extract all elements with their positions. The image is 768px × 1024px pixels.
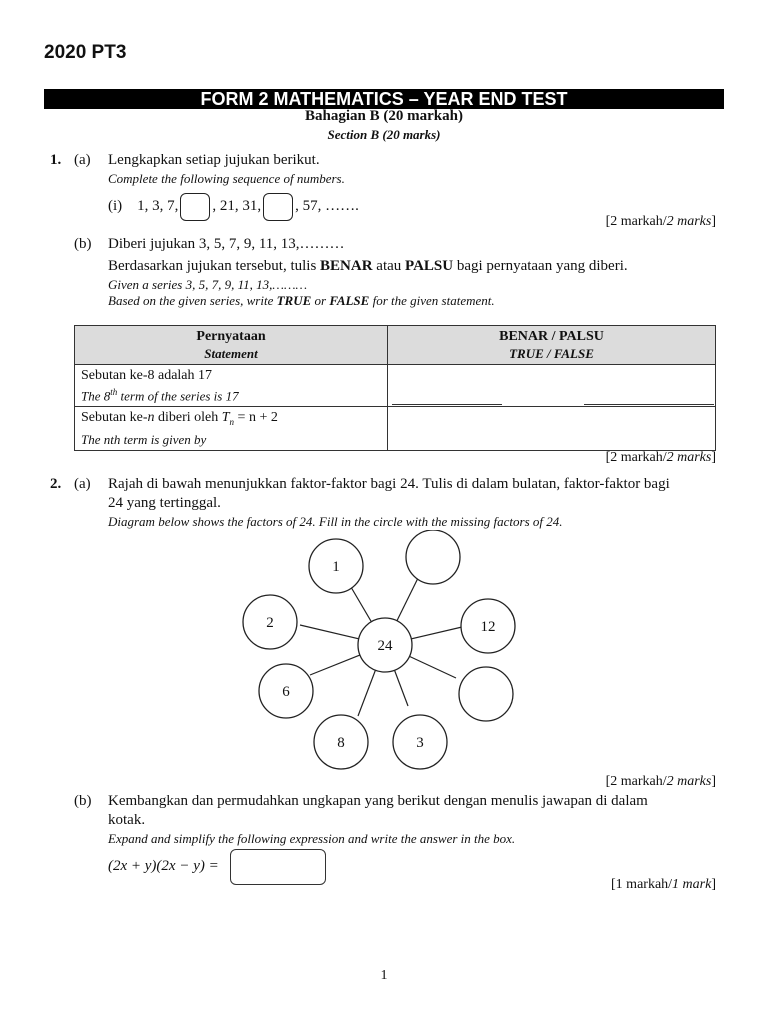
q1a-sequence (108, 192, 359, 221)
q1a-part-label: (i) (108, 198, 123, 214)
q1b-label: (b) (74, 236, 92, 252)
factor-label: 12 (480, 619, 496, 635)
q2b-instruction-malay-1: Kembangkan dan permudahkan ungkapan yang berikut dengan menulis jawapan di dalam (108, 793, 648, 809)
q1a-marks: [2 markah/2 marks] (605, 214, 716, 229)
banner-title: FORM 2 MATHEMATICS – YEAR END TEST (44, 89, 724, 109)
q1a-instruction-malay: Lengkapkan setiap jujukan berikut. (108, 152, 320, 168)
answer-box-2[interactable] (263, 193, 293, 221)
statement-1: Sebutan ke-8 adalah 17 The 8th term of the series is 17 (75, 365, 388, 407)
q2b-instruction-english: Expand and simplify the following expression and write the answer in the box. (108, 831, 516, 846)
q2-number: 2. (50, 476, 62, 492)
answer-line-2 (584, 404, 714, 405)
sequence-start: 1, 3, 7, (137, 198, 179, 214)
q2a-label: (a) (74, 476, 91, 492)
q1b-marks: [2 markah/2 marks] (605, 450, 716, 465)
answer-cell-2[interactable] (388, 407, 716, 451)
q1-number: 1. (50, 152, 62, 168)
q2a-marks: [2 markah/2 marks] (605, 774, 716, 789)
answer-cell-1[interactable] (388, 365, 716, 407)
answer-box-1[interactable] (180, 193, 210, 221)
exam-year-heading: 2020 PT3 (44, 42, 127, 63)
table-row (75, 365, 716, 407)
statement-table (74, 325, 716, 451)
q1a-instruction-english: Complete the following sequence of numbers. (108, 171, 345, 186)
statement-2: Sebutan ke-n diberi oleh $T_n = n + 2$ The nth term is given by (75, 407, 388, 451)
q2a-instruction-malay-2: 24 yang tertinggal. (108, 495, 221, 511)
q2b-expression: (2x + y)(2x − y) = (108, 858, 219, 874)
answer-line-1 (392, 404, 502, 405)
factor-label: 6 (282, 684, 290, 700)
q2b-marks: [1 markah/1 mark] (611, 877, 716, 892)
q2b-instruction-malay-2: kotak. (108, 812, 146, 828)
factor-label: 8 (337, 735, 345, 751)
factor-label: 1 (332, 559, 340, 575)
factor-label: 2 (266, 615, 274, 631)
center-value: 24 (377, 638, 393, 654)
q1a-label: (a) (74, 152, 91, 168)
sequence-end: , 57, ……. (295, 198, 359, 214)
q2b-label: (b) (74, 793, 92, 809)
q1b-instruction-english: Based on the given series, write TRUE or FALSE for the given statement. (108, 293, 495, 308)
table-row (75, 407, 716, 451)
header-true-false: BENAR / PALSU TRUE / FALSE (388, 326, 716, 365)
q1b-instruction-malay: Berdasarkan jujukan tersebut, tulis BENAR atau PALSU bagi pernyataan yang diberi. (108, 258, 628, 274)
section-title-malay: Bahagian B (20 markah) (305, 108, 463, 124)
q2a-instruction-malay-1: Rajah di bawah menunjukkan faktor-faktor bagi 24. Tulis di dalam bulatan, faktor-faktor bagi (108, 476, 670, 492)
q1b-given-malay: Diberi jujukan 3, 5, 7, 9, 11, 13,……… (108, 236, 345, 252)
q2b-answer-box[interactable] (230, 849, 326, 885)
q2a-instruction-english: Diagram below shows the factors of 24. Fill in the circle with the missing factors of 24. (108, 514, 563, 529)
factor-diagram (230, 530, 530, 770)
q1b-given-english: Given a series 3, 5, 7, 9, 11, 13,……… (108, 277, 308, 292)
sequence-mid: , 21, 31, (212, 198, 262, 214)
page-number: 1 (380, 968, 388, 983)
factor-circle-empty[interactable] (406, 530, 460, 584)
section-title-english: Section B (20 marks) (327, 127, 441, 142)
factor-label: 3 (416, 735, 424, 751)
table-header-row (75, 326, 716, 365)
factor-circle-empty[interactable] (459, 667, 513, 721)
header-statement: Pernyataan Statement (75, 326, 388, 365)
